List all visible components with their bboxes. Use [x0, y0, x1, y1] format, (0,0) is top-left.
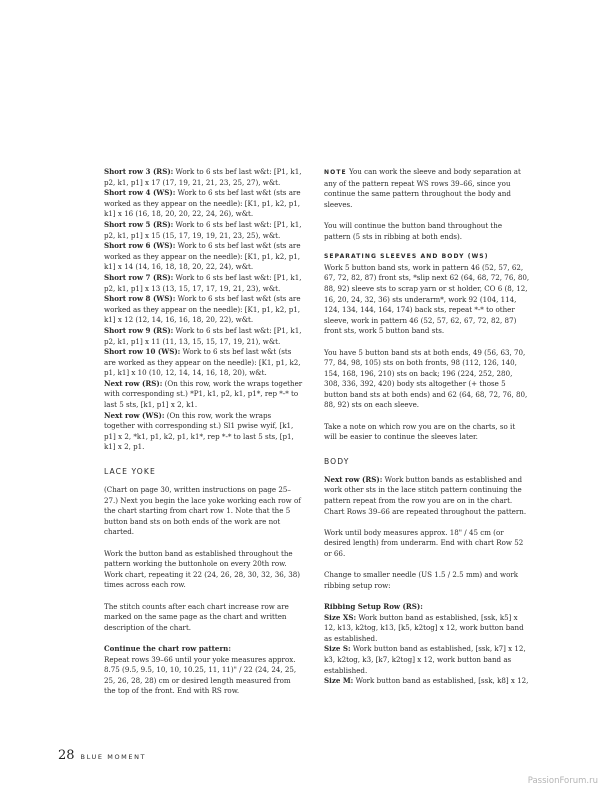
ribbing-setup-label: Ribbing Setup Row (RS): — [324, 601, 423, 611]
next-row-rs: Next row (RS): (On this row, work the wraps together with corresponding st.) *P1, k1, p2, k1, p1*, rep *-* to last 5 sts, [k1, p1] x 2, k1. — [104, 378, 303, 410]
chart-note-paragraph: Take a note on which row you are on the charts, so it will be easier to continue the sleeves later. — [324, 421, 516, 442]
body-heading: BODY — [324, 456, 350, 466]
button-band-paragraph: You will continue the button band throughout the pattern (5 sts in ribbing at both ends). — [324, 220, 503, 241]
continue-chart-label: Continue the chart row pattern: — [104, 643, 231, 653]
body-measure-paragraph: Work until body measures approx. 18" / 45 cm (or desired length) from underarm. End with chart Row 52 or 66. — [324, 527, 524, 558]
lace-yoke-paragraph-2: Work the button band as established throughout the pattern working the buttonhole on every 20th row. Work chart, repeating it 22 (24, 26, 28, 30, 32, 36, 38) times across each row. — [104, 548, 301, 590]
short-row-6: Short row 6 (WS): Work to 6 sts bef last w&t (sts are worked as they appear on the needle): [K1, p1, k2, p1, k1] x 14 (14, 16, 18, 18, 20, 22, 24), w&t. — [104, 241, 301, 272]
short-row-5: Short row 5 (RS): Work to 6 sts bef last w&t: [P1, k1, p2, k1, p1] x 15 (15, 17, 19, 19, 21, 23, 25), w&t. — [104, 219, 302, 240]
short-row-9: Short row 9 (RS): Work to 6 sts bef last w&t: [P1, k1, p2, k1, p1] x 11 (11, 13, 15, 15, 17, 19, 21), w&t. — [104, 325, 302, 346]
short-row-8: Short row 8 (WS): Work to 6 sts bef last w&t (sts are worked as they appear on the needle): [K1, p1, k2, p1, k1] x 12 (12, 14, 16, 16, 18, 20, 22), w&t. — [104, 294, 301, 325]
page-footer — [58, 744, 146, 763]
stitch-totals-paragraph: You have 5 button band sts at both ends, 49 (56, 63, 70, 77, 84, 98, 105) sts on both fronts, 98 (112, 126, 140, 154, 168, 196, 210) sts on back; 196 (224, 252, 280, 308, 336, 392, 420) body sts altogether (+ those 5 button band sts at both ends) and 62 (64, 68, 72, 76, 80, 88, 92) sts on each sleeve. — [324, 347, 528, 410]
watermark: PassionForum.ru — [527, 776, 598, 786]
size-m: Size M: Work button band as established, [ssk, k8] x 12, — [324, 676, 529, 686]
size-xs: Size XS: Work button band as established, [ssk, k5] x 12, k13, k2tog, k13, [k5, k2tog] x 12, work button band as established. — [324, 612, 524, 643]
lace-yoke-heading: LACE YOKE — [104, 467, 156, 477]
magazine-name: BLUE MOMENT — [80, 753, 147, 761]
short-row-4: Short row 4 (WS): Work to 6 sts bef last w&t (sts are worked as they appear on the needle): [K1, p1, k2, p1, k1] x 16 (16, 18, 20, 20, 22, 24, 26), w&t. — [104, 188, 301, 219]
short-row-7: Short row 7 (RS): Work to 6 sts bef last w&t: [P1, k1, p2, k1, p1] x 13 (13, 15, 17, 17, 19, 21, 23), w&t. — [104, 272, 302, 293]
continue-chart-text: Repeat rows 39–66 until your yoke measures approx. 8.75 (9.5, 9.5, 10, 10, 10.25, 11, 11)" / 22 (24, 24, 25, 25, 26, 28, 28) cm or desired length measured from the top of the front. End with RS row. — [104, 654, 297, 696]
page-number: 28 — [58, 748, 75, 763]
lace-yoke-paragraph-3: The stitch counts after each chart increase row are marked on the same page as the chart and written description of the chart. — [104, 601, 289, 632]
right-column — [324, 167, 530, 687]
left-column — [104, 167, 304, 697]
separating-paragraph: Work 5 button band sts, work in pattern 46 (52, 57, 62, 67, 72, 82, 87) front sts, *slip next 62 (64, 68, 72, 76, 80, 88, 92) sleeve sts to scrap yarn or st holder, CO 6 (8, 12, 16, 20, 24, 32, 36) sts underarm*, work 92 (104, 114, 124, 134, 144, 164, 174) back sts, repeat *-* to other sleeve, work in pattern 46 (52, 57, 62, 67, 72, 82, 87) front sts, work 5 button band sts. — [324, 262, 530, 336]
size-s: Size S: Work button band as established, [ssk, k7] x 12, k3, k2tog, k3, [k7, k2tog] x 12, work button band as established. — [324, 644, 526, 675]
short-row-3: Short row 3 (RS): Work to 6 sts bef last w&t: [P1, k1, p2, k1, p1] x 17 (17, 19, 21, 21, 23, 25, 27), w&t. — [104, 167, 302, 187]
needle-paragraph: Change to smaller needle (US 1.5 / 2.5 mm) and work ribbing setup row: — [324, 570, 519, 590]
note-label: NOTE — [324, 169, 347, 176]
separating-heading: SEPARATING SLEEVES AND BODY (WS) — [324, 252, 489, 260]
body-next-row: Next row (RS): Work button bands as established and work other sts in the lace stitch pattern continuing the pattern repeat from the row you are on in the chart. Chart Rows 39–66 are repeated throughout the pattern. — [324, 474, 527, 516]
note-paragraph: NOTE You can work the sleeve and body separation at any of the pattern repeat WS rows 39–66, since you continue the same pattern throughout the body and sleeves. — [324, 167, 521, 209]
next-row-ws: Next row (WS): (On this row, work the wraps together with corresponding st.) Sl1 pwise wyif, [k1, p1] x 2, *k1, p1, k2, p1, k1*, rep *-* to last 5 sts, [p1, k1] x 2, p1. — [104, 410, 294, 452]
short-row-10: Short row 10 (WS): Work to 6 sts bef last w&t (sts are worked as they appear on the needle): [K1, p1, k2, p1, k1] x 10 (10, 12, 14, 14, 16, 18, 20), w&t. — [104, 347, 301, 378]
lace-yoke-paragraph-1: (Chart on page 30, written instructions on page 25–27.) Next you begin the lace yoke working each row of the chart starting from chart row 1. Note that the 5 button band sts on both ends of the work are not charted. — [104, 485, 301, 537]
